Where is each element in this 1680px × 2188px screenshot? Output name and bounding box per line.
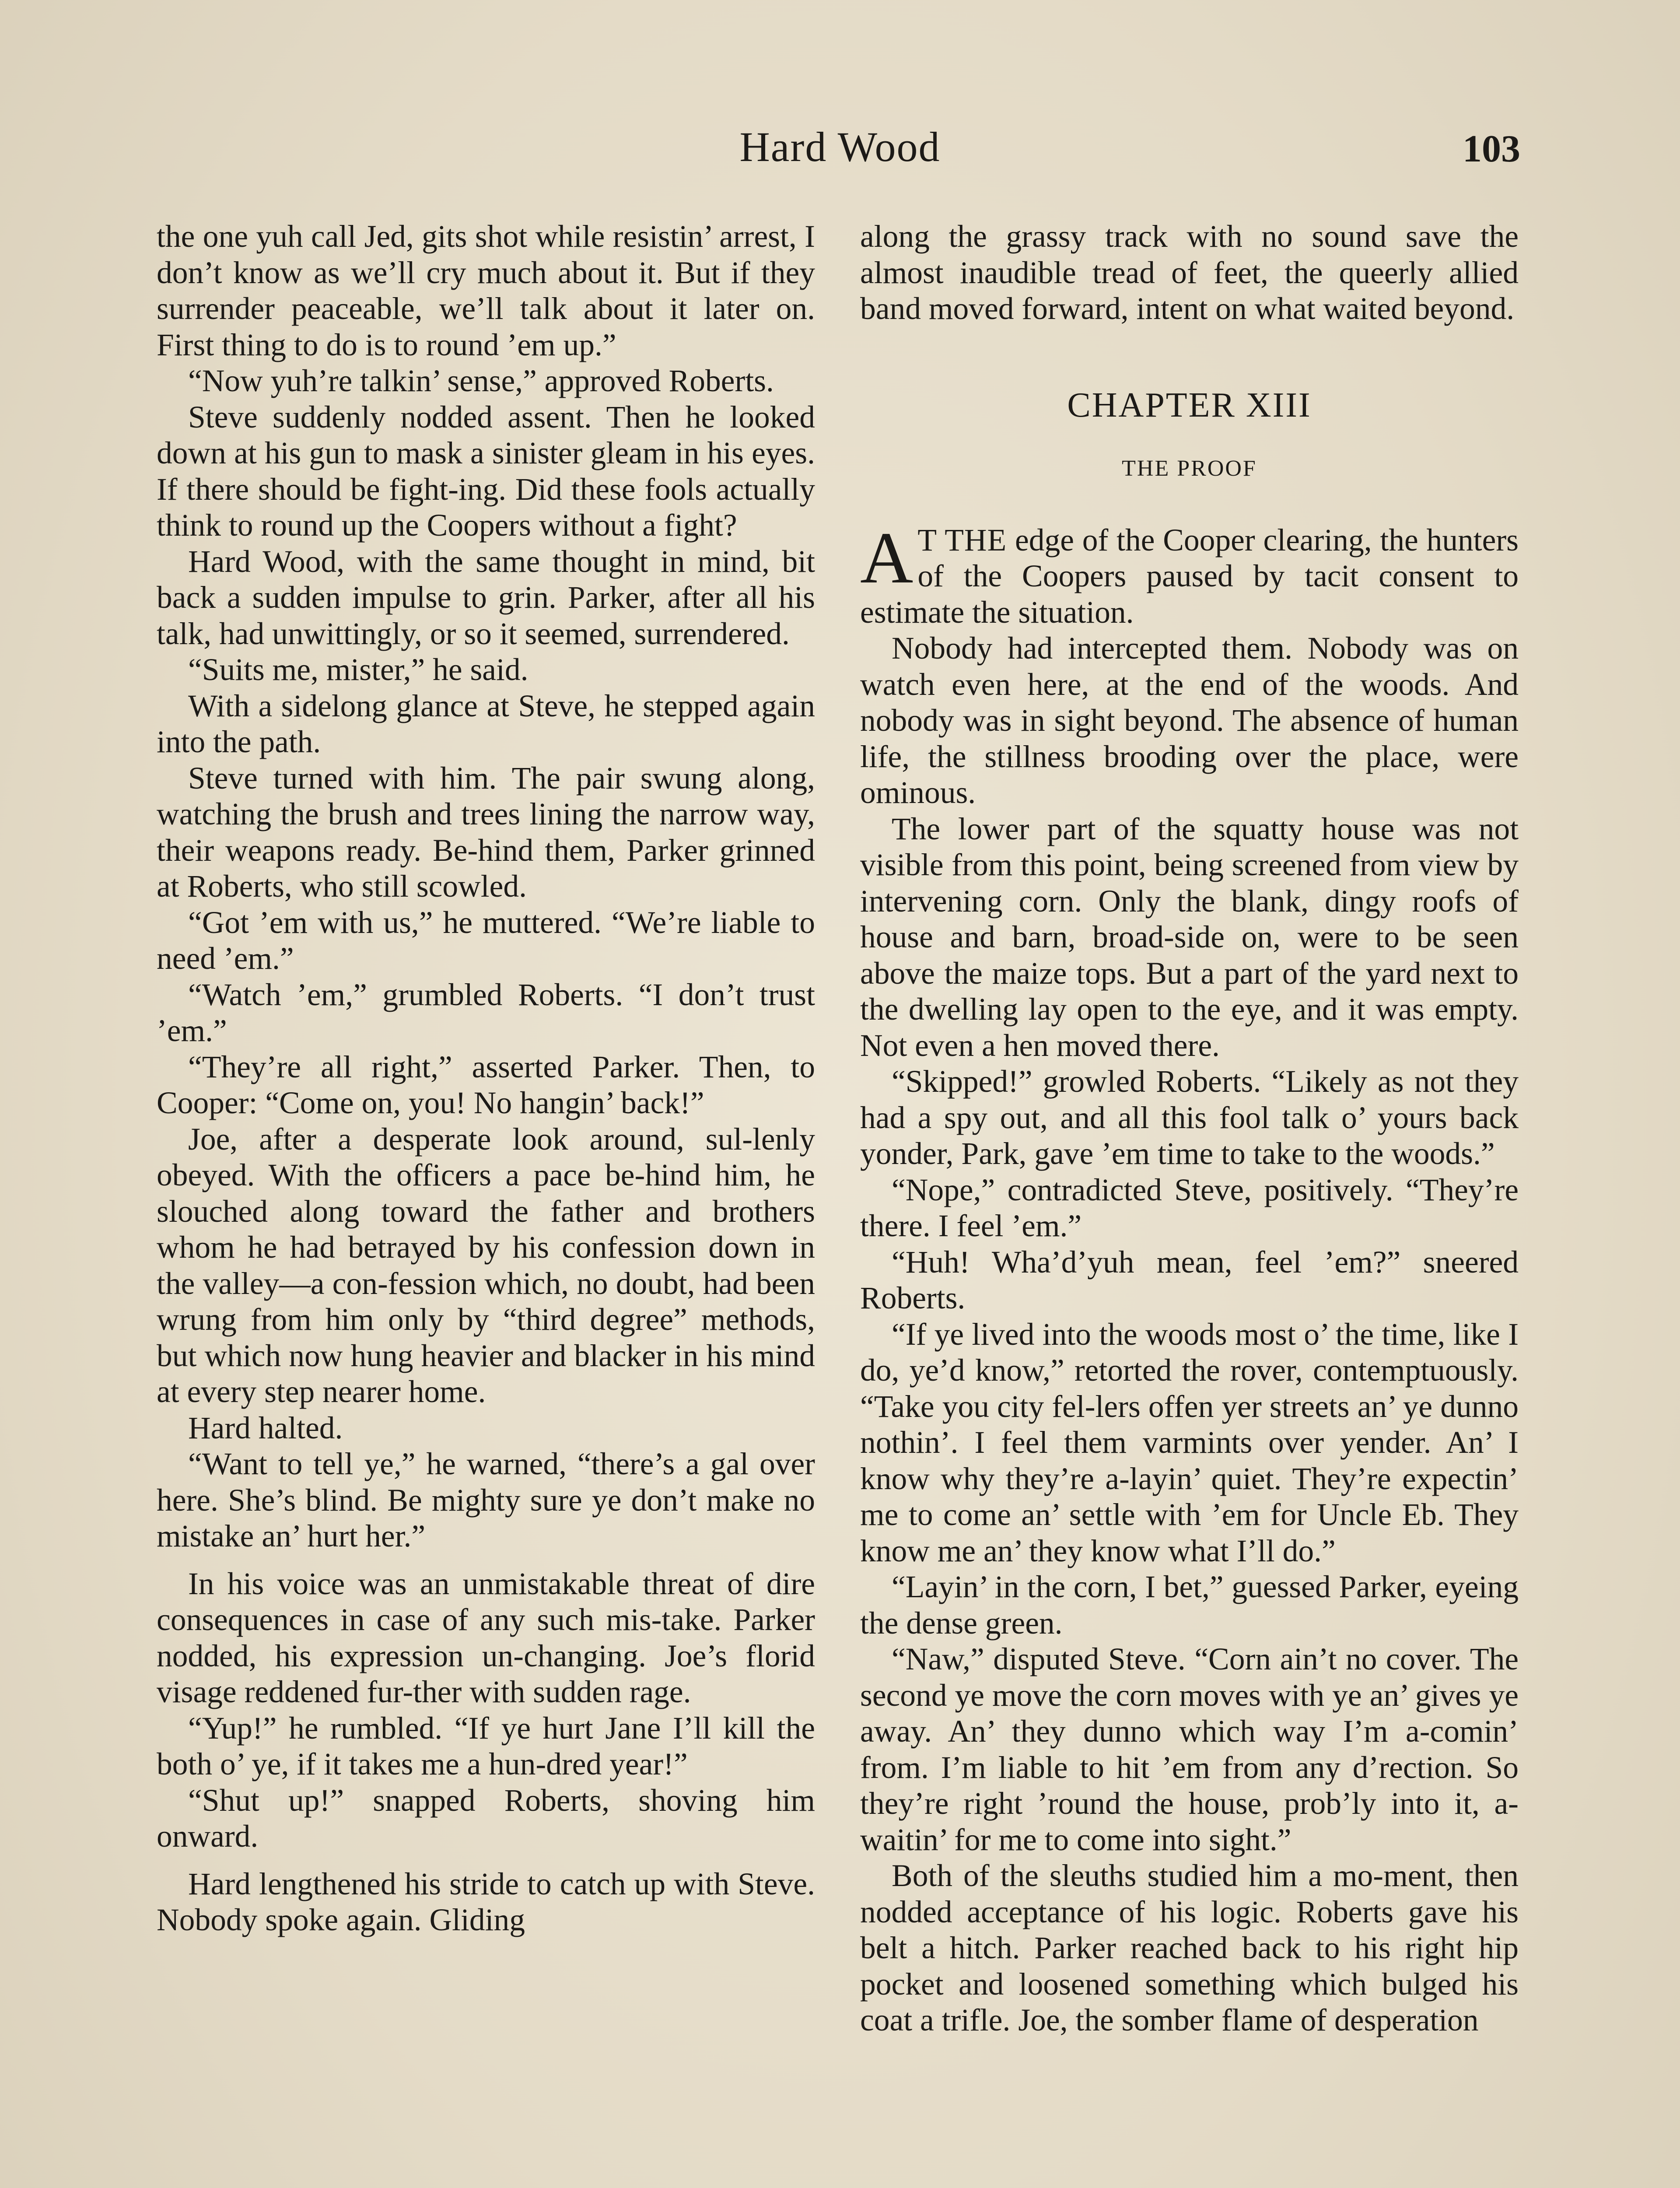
paragraph: “They’re all right,” asserted Parker. Then, to Cooper: “Come on, you! No hangin’ back!” bbox=[157, 1049, 815, 1120]
opening-text: edge of the Cooper clearing, the hunters of the Coopers paused by tacit consent to estimate the situation. bbox=[860, 522, 1519, 630]
paragraph: The lower part of the squatty house was not visible from this point, being screened from view by intervening corn. Only the blank, dingy roofs of house and barn, broad-side on, were to be seen above the maize tops. But a part of the yard next to the dwelling lay open to the eye, and it was empty. Not even a hen moved there. bbox=[860, 811, 1519, 1063]
paragraph: “Layin’ in the corn, I bet,” guessed Parker, eyeing the dense green. bbox=[860, 1570, 1519, 1641]
running-title: Hard Wood bbox=[739, 123, 941, 170]
paragraph: “Shut up!” snapped Roberts, shoving him onward. bbox=[157, 1783, 815, 1854]
paragraph: “Huh! Wha’d’yuh mean, feel ’em?” sneered Roberts. bbox=[860, 1245, 1519, 1315]
paragraph: With a sidelong glance at Steve, he stepped again into the path. bbox=[157, 688, 815, 759]
drop-cap: A bbox=[860, 517, 914, 599]
paragraph: “Watch ’em,” grumbled Roberts. “I don’t trust ’em.” bbox=[157, 977, 815, 1048]
paragraph: “Want to tell ye,” he warned, “there’s a gal over here. She’s blind. Be mighty sure ye don’t make no mistake an’ hurt her.” bbox=[157, 1447, 815, 1553]
paragraph: Both of the sleuths studied him a mo-ment, then nodded acceptance of his logic. Roberts gave his belt a hitch. Parker reached back to his right hip pocket and loosened something which bulged his coat a trifle. Joe, the somber flame of desperation bbox=[860, 1858, 1519, 2037]
chapter-title: CHAPTER XIII bbox=[1067, 386, 1312, 424]
paragraph: Steve suddenly nodded assent. Then he looked down at his gun to mask a sinister gleam in his eyes. If there should be fight-ing. Did these fools actually think to round up the Coopers without a fight? bbox=[157, 400, 815, 543]
opening-paragraph bbox=[860, 517, 1519, 631]
page-number: 103 bbox=[1463, 128, 1520, 170]
paragraph: Hard lengthened his stride to catch up with Steve. Nobody spoke again. Gliding bbox=[157, 1866, 815, 1937]
paragraph: the one yuh call Jed, gits shot while resistin’ arrest, I don’t know as we’ll cry much about it. But if they surrender peaceable, we’ll talk about it later on. First thing to do is to round ’em up.” bbox=[157, 219, 815, 362]
paragraph: Joe, after a desperate look around, sul-lenly obeyed. With the officers a pace be-hind him, he slouched along toward the father and brothers whom he had betrayed by his confession down in the valley—a con-fession which, no doubt, had been wrung from him only by “third degree” methods, but which now hung heavier and blacker in his mind at every step nearer home. bbox=[157, 1122, 815, 1409]
paragraph: Hard Wood, with the same thought in mind, bit back a sudden impulse to grin. Parker, after all his talk, had unwittingly, or so it seemed, surrendered. bbox=[157, 544, 815, 651]
paragraph: along the grassy track with no sound save the almost inaudible tread of feet, the queerly allied band moved forward, intent on what waited beyond. bbox=[860, 219, 1519, 326]
opening-caps: T THE bbox=[917, 522, 1007, 558]
paragraph: “Suits me, mister,” he said. bbox=[188, 652, 528, 687]
paragraph: Nobody had intercepted them. Nobody was on watch even here, at the end of the woods. And nobody was in sight beyond. The absence of human life, the stillness brooding over the place, were ominous. bbox=[860, 631, 1519, 810]
right-column bbox=[860, 219, 1519, 2039]
chapter-subtitle: THE PROOF bbox=[1122, 456, 1257, 481]
paragraph: “Yup!” he rumbled. “If ye hurt Jane I’ll kill the both o’ ye, if it takes me a hun-dred year!” bbox=[157, 1711, 815, 1781]
left-column bbox=[157, 219, 815, 1939]
paragraph: “Naw,” disputed Steve. “Corn ain’t no cover. The second ye move the corn moves with ye an’ gives ye away. An’ they dunno which way I’m a-comin’ from. I’m liable to hit ’em from any d’rection. So they’re right ’round the house, prob’ly into it, a-waitin’ for me to come into sight.” bbox=[860, 1642, 1519, 1857]
paragraph: “Got ’em with us,” he muttered. “We’re liable to need ’em.” bbox=[157, 905, 815, 976]
paragraph: In his voice was an unmistakable threat of dire consequences in case of any such mis-take. Parker nodded, his expression un-changing. Joe’s florid visage reddened fur-ther with sudden rage. bbox=[157, 1566, 815, 1709]
paragraph: “Nope,” contradicted Steve, positively. “They’re there. I feel ’em.” bbox=[860, 1172, 1519, 1243]
paragraph: Steve turned with him. The pair swung along, watching the brush and trees lining the narrow way, their weapons ready. Be-hind them, Parker grinned at Roberts, who still scowled. bbox=[157, 761, 815, 904]
paragraph: “Now yuh’re talkin’ sense,” approved Roberts. bbox=[188, 364, 774, 398]
paragraph: Hard halted. bbox=[188, 1410, 343, 1445]
paragraph: “Skipped!” growled Roberts. “Likely as not they had a spy out, and all this fool talk o’ yours back yonder, Park, gave ’em time to take to the woods.” bbox=[860, 1064, 1519, 1171]
paragraph: “If ye lived into the woods most o’ the time, like I do, ye’d know,” retorted the rover, contemptuously. “Take you city fel-lers offen yer streets an’ ye dunno nothin’. I feel them varmints over yender. An’ I know why they’re a-layin’ quiet. They’re expectin’ me to come an’ settle with ’em for Uncle Eb. They know me an’ they know what I’ll do.” bbox=[860, 1317, 1519, 1568]
